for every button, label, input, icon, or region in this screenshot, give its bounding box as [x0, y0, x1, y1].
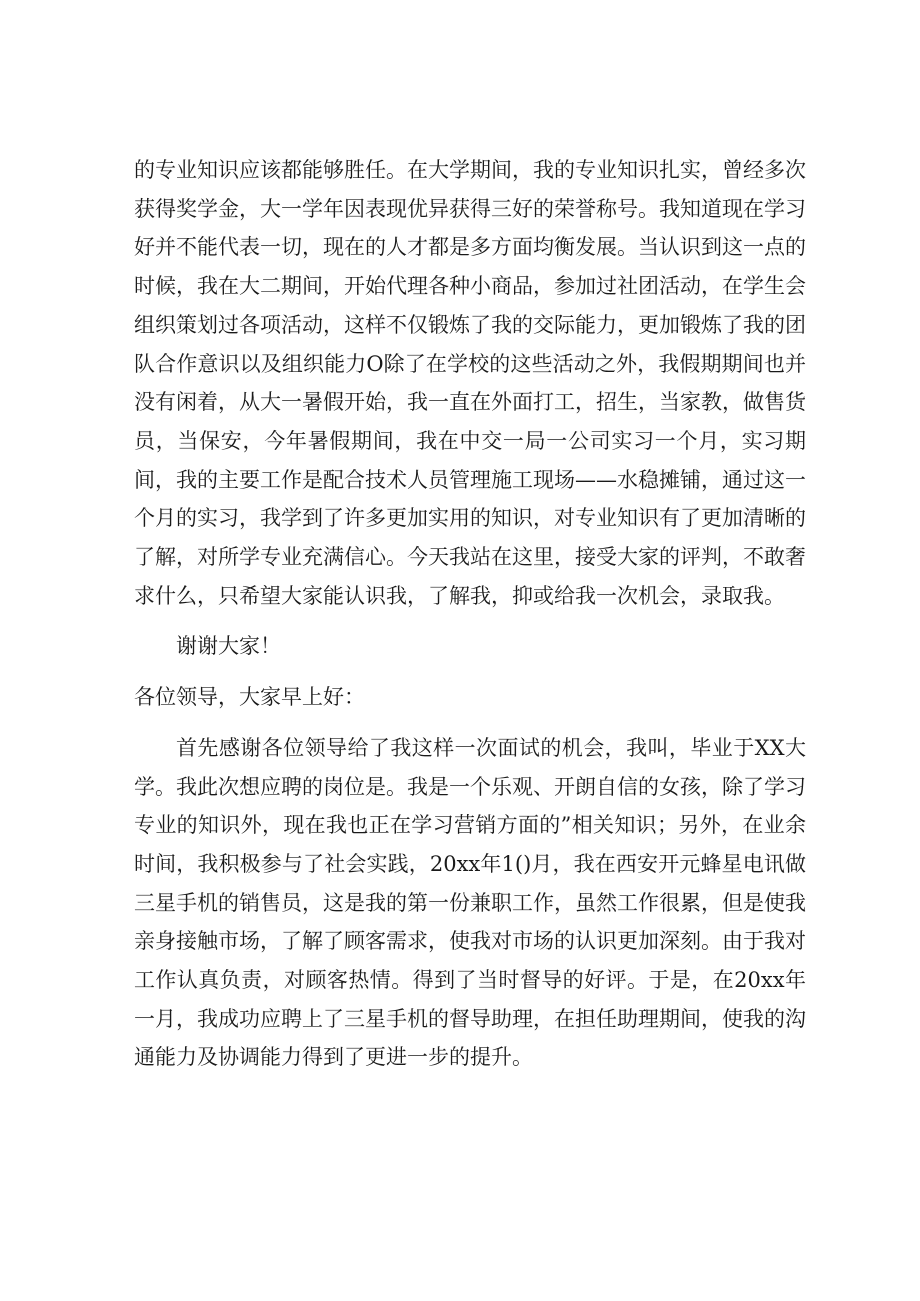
document-body — [134, 151, 806, 1077]
paragraph-2: 首先感谢各位领导给了我这样一次面试的机会，我叫，毕业于XX大学。我此次想应聘的岗位是。我是一个乐观、开朗自信的女孩，除了学习专业的知识外，现在我也正在学习营销方面的”相关知识；另外，在业余时间，我积极参与了社会实践，20xx年1()月，我在西安开元蜂星电讯做三星手机的销售员，这是我的第一份兼职工作，虽然工作很累，但是使我亲身接触市场，了解了顾客需求，使我对市场的认识更加深刻。由于我对工作认真负责，对顾客热情。得到了当时督导的好评。于是，在20xx年一月，我成功应聘上了三星手机的督导助理，在担任助理期间，使我的沟通能力及协调能力得到了更进一步的提升。 — [134, 735, 806, 1070]
paragraph-thanks: 谢谢大家！ — [176, 634, 281, 659]
paragraph-1: 的专业知识应该都能够胜任。在大学期间，我的专业知识扎实，曾经多次获得奖学金，大一学年因表现优异获得三好的荣誉称号。我知道现在学习好并不能代表一切，现在的人才都是多方面均衡发展。当认识到这一点的时候，我在大二期间，开始代理各种小商品，参加过社团活动，在学生会组织策划过各项活动，这样不仅锻炼了我的交际能力，更加锻炼了我的团队合作意识以及组织能力O除了在学校的这些活动之外，我假期期间也并没有闲着，从大一暑假开始，我一直在外面打工，招生，当家教，做售货员，当保安，今年暑假期间，我在中交一局一公司实习一个月，实习期间，我的主要工作是配合技术人员管理施工现场——水稳摊铺，通过这一个月的实习，我学到了许多更加实用的知识，对专业知识有了更加清晰的了解，对所学专业充满信心。今天我站在这里，接受大家的评判，不敢奢求什么，只希望大家能认识我，了解我，抑或给我一次机会，录取我。 — [134, 158, 806, 608]
paragraph-greeting: 各位领导，大家早上好： — [134, 685, 365, 710]
